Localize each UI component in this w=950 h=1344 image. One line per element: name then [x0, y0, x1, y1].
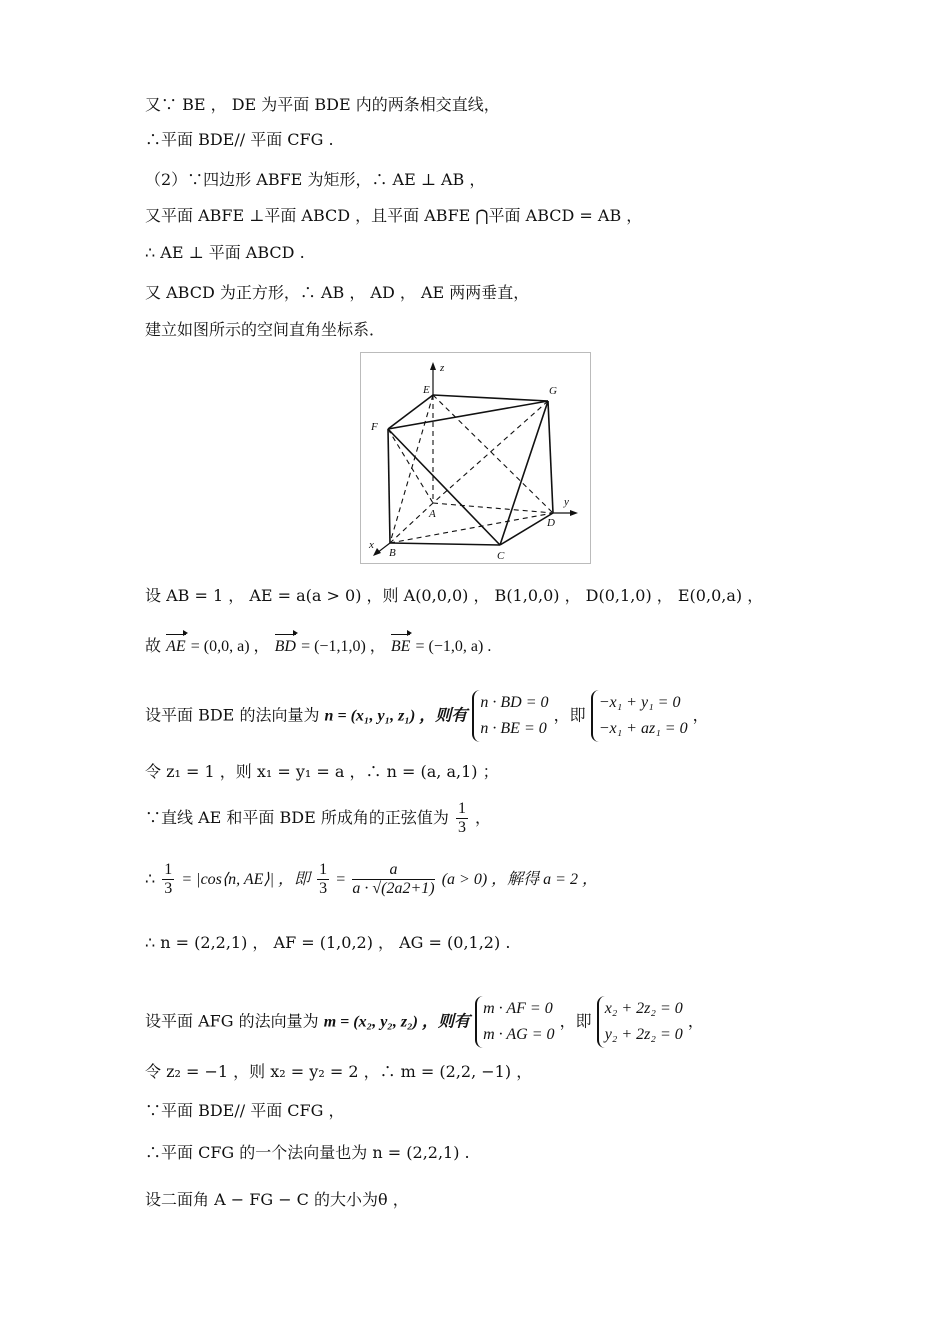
- text-ji: ，即: [553, 705, 586, 725]
- frac-den-4: a · √(2a2+1): [352, 880, 435, 897]
- text-line-10: [145, 690, 709, 742]
- text-line-3: （2）∵四边形 ABFE 为矩形，∴ AE ⊥ AB ，: [145, 170, 486, 189]
- text-line-4: 又平面 ABFE ⊥平面 ABCD ，且平面 ABFE ⋂平面 ABCD = AB ，: [145, 206, 643, 225]
- label-z: z: [440, 362, 445, 374]
- frac-den: 3: [457, 819, 466, 836]
- coordinate-cube-figure: [360, 352, 591, 564]
- cos-expression: = |cos⟨n, AE⟩| ，即: [181, 871, 311, 888]
- fraction-one-third-2: [162, 861, 174, 898]
- label-C: C: [497, 550, 505, 562]
- text-ji-2: ，即: [559, 1011, 592, 1031]
- vector-BD: BD: [274, 638, 296, 655]
- eq-m-AG: m · AG = 0: [483, 1026, 555, 1043]
- fraction-one-third-3: [317, 861, 329, 898]
- text-line-14: ∴ n = (2,2,1) ， AF = (1,0,2) ， AG = (0,1,2) .: [145, 933, 511, 952]
- label-D: D: [547, 517, 555, 529]
- eq-y2-z2: y₂ + 2z₂ = 0: [604, 1026, 683, 1043]
- text-line-7: 建立如图所示的空间直角坐标系．: [145, 320, 386, 339]
- normal-vector-m-intro: 设平面 AFG 的法向量为: [145, 1011, 319, 1031]
- text-line-13: [145, 861, 598, 898]
- label-G: G: [549, 385, 557, 397]
- text-line-11: 令 z₁ = 1 ，则 x₁ = y₁ = a ，∴ n = (a, a,1) ；: [145, 762, 499, 781]
- equation-system-2: [591, 690, 688, 742]
- eq-n-BE: n · BE = 0: [480, 720, 547, 737]
- frac-num-2: 1: [164, 861, 173, 878]
- equation-system-3: [475, 996, 554, 1048]
- label-x: x: [369, 539, 374, 551]
- label-A: A: [429, 508, 436, 520]
- text-comma: ，: [692, 705, 709, 725]
- cube-diagram: [361, 353, 590, 563]
- sine-intro: ∵直线 AE 和平面 BDE 所成角的正弦值为: [145, 808, 449, 827]
- text-line-15: [145, 996, 704, 1048]
- value-BE: = (−1,0, a) .: [415, 638, 492, 655]
- normal-vector-n: n = (x₁, y₁, z₁) ，则有: [324, 707, 468, 725]
- eq-x1-y1: −x₁ + y₁ = 0: [598, 694, 681, 711]
- fraction-a-over-sqrt: [352, 861, 434, 898]
- text-line-16: 令 z₂ = −1 ，则 x₂ = y₂ = 2 ，∴ m = (2,2, −1) ，: [145, 1062, 533, 1081]
- eq-x2-z2: x₂ + 2z₂ = 0: [604, 1000, 683, 1017]
- text-line-9: [145, 636, 491, 657]
- equals-13: =: [336, 871, 346, 888]
- text-line-2: ∴平面 BDE// 平面 CFG .: [145, 130, 334, 149]
- text-gu: 故: [145, 636, 162, 655]
- frac-den-2: 3: [164, 880, 173, 897]
- equation-system-4: [597, 996, 683, 1048]
- text-line-8: 设 AB = 1 ， AE = a(a > 0) ，则 A(0,0,0) ， B(1,0,0) ， D(0,1,0) ， E(0,0,a) ，: [145, 586, 764, 605]
- text-line-17: ∵平面 BDE// 平面 CFG ，: [145, 1101, 345, 1120]
- eq-n-BD: n · BD = 0: [480, 694, 549, 711]
- text-line-6: 又 ABCD 为正方形，∴ AB ， AD ， AE 两两垂直，: [145, 283, 530, 302]
- text-line-5: ∴ AE ⊥ 平面 ABCD .: [145, 243, 305, 262]
- frac-num: 1: [457, 800, 466, 817]
- text-line-1: 又∵ BE ， DE 为平面 BDE 内的两条相交直线，: [145, 95, 500, 114]
- equation-system-1: [472, 690, 548, 742]
- text-line-12: [145, 800, 491, 837]
- label-y: y: [564, 496, 569, 508]
- value-BD: = (−1,1,0) ，: [301, 638, 386, 655]
- text-comma-15: ，: [687, 1011, 704, 1031]
- label-B: B: [389, 547, 396, 559]
- label-F: F: [371, 421, 378, 433]
- text-line-19: 设二面角 A − FG − C 的大小为θ ，: [145, 1190, 409, 1209]
- fraction-one-third: [456, 800, 468, 837]
- frac-num-4: a: [352, 861, 434, 880]
- text-line-18: ∴平面 CFG 的一个法向量也为 n = (2,2,1) .: [145, 1143, 470, 1162]
- eq-m-AF: m · AF = 0: [483, 1000, 553, 1017]
- label-E: E: [423, 384, 430, 396]
- frac-den-3: 3: [319, 880, 328, 897]
- eq-x1-az1: −x₁ + az₁ = 0: [598, 720, 688, 737]
- solve-a: (a > 0) ，解得 a = 2 ，: [441, 871, 598, 888]
- normal-vector-m: m = (x₂, y₂, z₂) ，则有: [323, 1013, 471, 1031]
- normal-vector-intro: 设平面 BDE 的法向量为: [145, 705, 320, 725]
- text-comma-12: ，: [475, 808, 492, 827]
- frac-num-3: 1: [319, 861, 328, 878]
- vector-AE: AE: [166, 638, 186, 655]
- therefore-13: ∴: [145, 869, 156, 888]
- value-AE: = (0,0, a) ，: [190, 638, 270, 655]
- vector-BE: BE: [390, 638, 411, 655]
